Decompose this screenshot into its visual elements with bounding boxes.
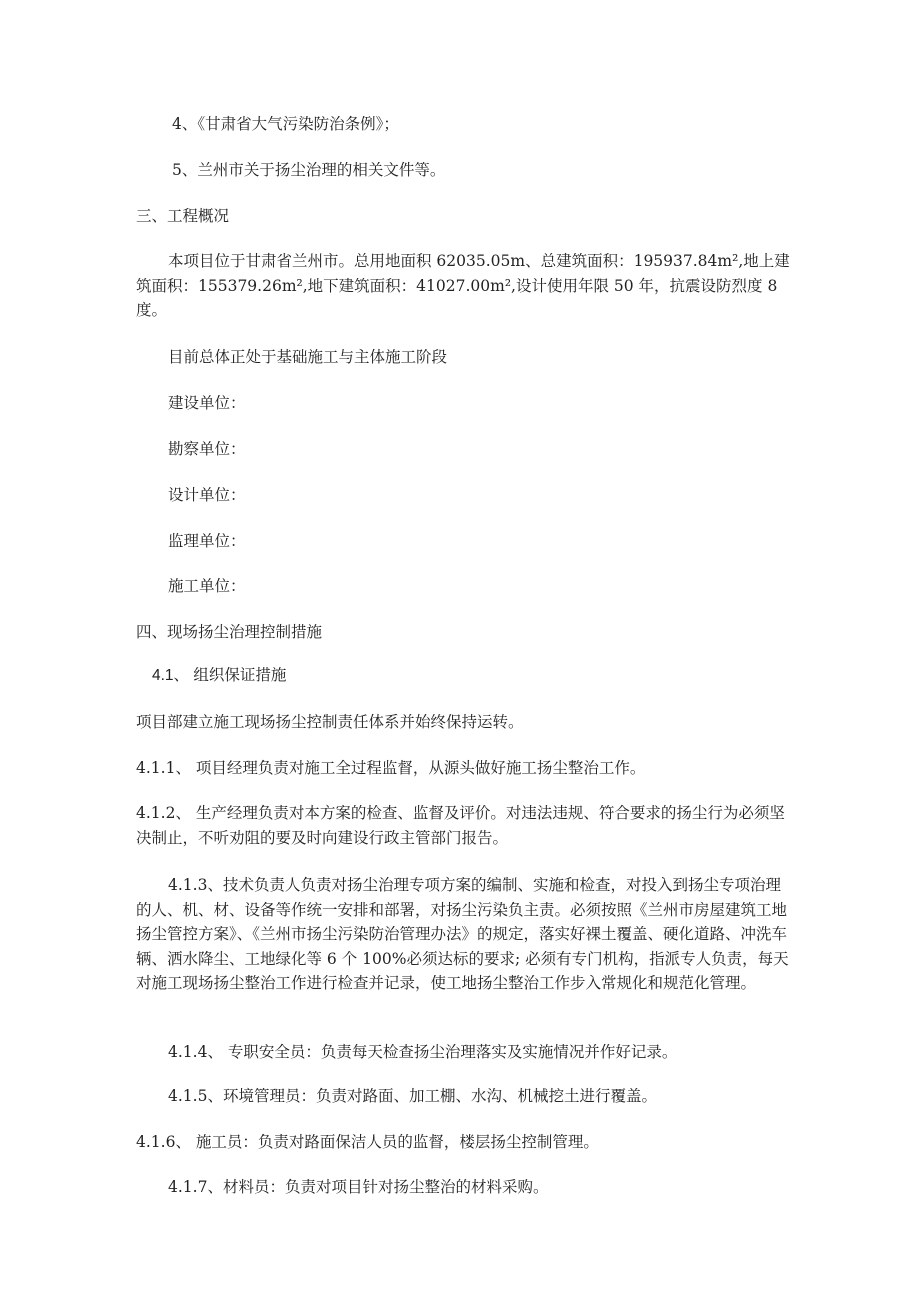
project-overview-paragraph: 本项目位于甘肃省兰州市。总用地面积 62035.05m、总建筑面积：195937.84m²,地上建筑面积：155379.26m²,地下建筑面积：41027.00m²,设计使用年限 50 年，抗震设防烈度 8 度。 xyxy=(136,252,790,319)
item-4-1-2: 4.1.2、 生产经理负责对本方案的检查、监督及评价。对违法违规、符合要求的扬尘行为必须坚决制止，不听劝阻的要及时向建设行政主管部门报告。 xyxy=(136,804,785,847)
item-4-1-7: 4.1.7、材料员：负责对项目针对扬尘整治的材料采购。 xyxy=(168,1178,549,1196)
unit-construction-owner: 建设单位： xyxy=(168,394,246,412)
list-item-4: 4、《甘肃省大气污染防治条例》； xyxy=(172,115,399,133)
section-3-heading: 三、工程概况 xyxy=(136,207,230,225)
unit-supervision: 监理单位： xyxy=(168,532,246,550)
construction-stage-text: 目前总体正处于基础施工与主体施工阶段 xyxy=(168,348,448,366)
list-item-5: 5、兰州市关于扬尘治理的相关文件等。 xyxy=(172,161,446,179)
unit-survey: 勘察单位： xyxy=(168,440,246,458)
item-4-1-6: 4.1.6、 施工员：负责对路面保洁人员的监督，楼层扬尘控制管理。 xyxy=(136,1133,599,1151)
section-4-heading: 四、现场扬尘治理控制措施 xyxy=(136,623,323,641)
unit-design: 设计单位： xyxy=(168,486,246,504)
item-4-1-4: 4.1.4、 专职安全员：负责每天检查扬尘治理落实及实施情况并作好记录。 xyxy=(168,1043,678,1061)
subsection-4-1-heading: 4.1、 组织保证措施 xyxy=(152,667,287,684)
item-4-1-3: 4.1.3、技术负责人负责对扬尘治理专项方案的编制、实施和检查，对投入到扬尘专项治理的人、机、材、设备等作统一安排和部署，对扬尘污染负主责。必须按照《兰州市房屋建筑工地扬尘管控方案》、《兰州市扬尘污染防治管理办法》的规定，落实好裸土覆盖、硬化道路、冲洗车辆、洒水降尘、工地绿化等 6 个 100%必须达标的要求; 必须有专门机构，指派专人负责，每天对施工现场扬尘整治工作进行检查并记录，使工地扬尘整治工作步入常规化和规范化管理。 xyxy=(136,876,789,992)
item-4-1-1: 4.1.1、 项目经理负责对施工全过程监督，从源头做好施工扬尘整治工作。 xyxy=(136,759,646,777)
item-4-1-5: 4.1.5、环境管理员：负责对路面、加工棚、水沟、机械挖土进行覆盖。 xyxy=(168,1087,657,1105)
unit-contractor: 施工单位： xyxy=(168,577,246,595)
responsibility-system-intro: 项目部建立施工现场扬尘控制责任体系并始终保持运转。 xyxy=(136,713,524,731)
